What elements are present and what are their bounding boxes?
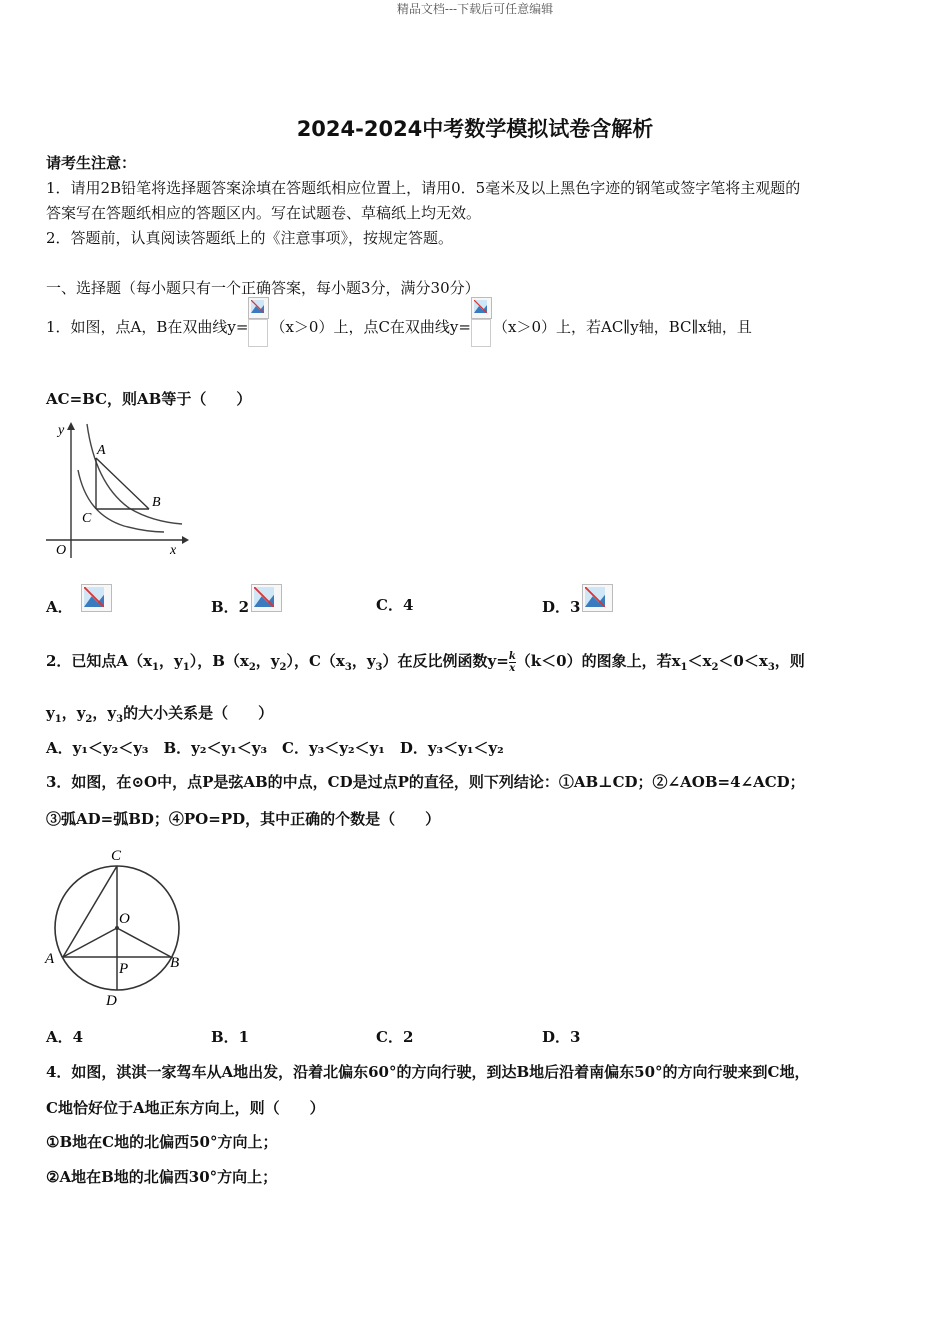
subscript: 1 [152,662,159,673]
q1-option-c[interactable]: C．4 [376,596,414,614]
q2-text: ）在反比例函数y= [382,652,509,670]
q1-line2: AC=BC，则AB等于（ ） [46,390,252,408]
q3-line1: 3．如图，在⊙O中，点P是弦AB的中点，CD是过点P的直径，则下列结论：①AB⊥CD；②∠AOB=4∠ACD； [46,773,805,791]
label-d: D [106,993,117,1008]
subscript: 1 [680,662,688,673]
y-axis-arrow [67,422,75,430]
subscript: 2 [279,662,287,673]
q2-line2 [46,702,273,725]
q3-option-d[interactable]: D．3 [542,1028,581,1046]
q3-option-a[interactable]: A．4 [46,1028,84,1046]
notice-heading: 请考生注意： [46,154,137,172]
q2-text: ，y [351,652,376,670]
broken-image-icon [248,297,269,319]
subscript: 3 [375,662,383,673]
label-y: y [58,423,65,438]
broken-image-icon [582,584,613,612]
q1-figure [44,420,189,560]
q1-text-part3: （x＞0）上，若AC∥y轴，BC∥x轴，且 [492,318,752,336]
q4-statement-2: ②A地在B地的北偏西30°方向上； [46,1168,278,1186]
q3-figure [42,843,192,1008]
q1-text-part2: （x＞0）上，点C在双曲线y= [270,318,471,336]
fraction-k-over-x [509,651,516,674]
subscript: 2 [85,714,93,725]
q1-text-part1: 1．如图，点A，B在双曲线y= [46,318,249,336]
q4-line1: 4．如图，淇淇一家驾车从A地出发，沿着北偏东60°的方向行驶，到达B地后沿着南偏东50°的方向行驶来到C地， [46,1063,810,1081]
q1-option-a-label: A． [46,598,73,616]
broken-image-icon [251,584,282,612]
q2-text: 2．已知点A（x [46,652,153,670]
section1-heading: 一、选择题（每小题只有一个正确答案，每小题3分，满分30分） [46,279,480,297]
label-c: C [111,848,122,864]
q2-text: ＜x [687,652,712,670]
label-a: A [45,951,55,967]
q2-text: ，y [159,652,183,670]
header-note: 精品文档---下载后可任意编辑 [396,2,554,16]
q1-option-a[interactable] [46,594,104,622]
formula-blank [471,319,491,347]
q2-options[interactable]: A．y₁＜y₂＜y₃ B．y₂＜y₁＜y₃ C．y₃＜y₂＜y₁ D．y₃＜y₁＜y₂ [46,739,504,757]
q2-text: 的大小关系是（ ） [123,704,274,722]
label-x: x [170,543,177,558]
q1-option-d-label: D．3 [542,598,581,616]
segment-bo [117,928,171,957]
q2-text: y [46,704,55,722]
q2-text: ，则 [774,652,805,670]
q1-option-d[interactable] [542,594,611,622]
broken-image-icon [471,297,492,319]
formula-blank [248,319,268,347]
label-b: B [170,955,180,971]
subscript: 3 [344,662,352,673]
q2-line1 [46,650,805,674]
q2-text: ，y [61,704,86,722]
q1-option-b[interactable] [211,594,280,622]
q2-text: （k＜0）的图象上，若x [515,652,681,670]
label-o: O [119,911,130,927]
notice-item2: 2．答题前，认真阅读答题纸上的《注意事项》，按规定答题。 [46,229,454,247]
q1-line1 [46,297,752,357]
label-b: B [152,495,161,510]
q4-line2: C地恰好位于A地正东方向上，则（ ） [46,1099,325,1117]
fraction-numerator: k [508,650,516,662]
subscript: 2 [711,662,719,673]
subscript: 3 [116,714,124,725]
q1-formula2 [471,313,493,343]
q2-text: ），B（x [189,652,249,670]
page-title: 2024-2024中考数学模拟试卷含解析 [296,117,654,141]
q3-option-c[interactable]: C．2 [376,1028,414,1046]
q2-text: ，y [92,704,117,722]
subscript: 1 [182,662,190,673]
x-axis-arrow [182,536,189,544]
notice-item1-line1: 1．请用2B铅笔将选择题答案涂填在答题纸相应位置上，请用0．5毫米及以上黑色字迹的钢笔或签字笔将主观题的 [46,179,801,197]
q1-option-b-label: B．2 [211,598,250,616]
label-c: C [82,511,92,526]
notice-item1-line2: 答案写在答题纸相应的答题区内。写在试题卷、草稿纸上均无效。 [46,204,482,222]
subscript: 3 [767,662,775,673]
subscript: 1 [54,714,62,725]
q4-statement-1: ①B地在C地的北偏西50°方向上； [46,1133,278,1151]
q2-text: ，y [255,652,280,670]
segment-ab [96,458,149,509]
label-o: O [56,543,67,558]
q3-option-b[interactable]: B．1 [211,1028,250,1046]
broken-image-icon [81,584,112,612]
q2-text: ），C（x [286,652,345,670]
fraction-denominator: x [509,662,516,674]
subscript: 2 [248,662,256,673]
q1-formula1 [248,313,270,343]
q2-text: ＜0＜x [718,652,768,670]
label-a: A [97,443,106,458]
label-p: P [119,961,129,977]
q3-line2: ③弧AD=弧BD；④PO=PD，其中正确的个数是（ ） [46,810,441,828]
